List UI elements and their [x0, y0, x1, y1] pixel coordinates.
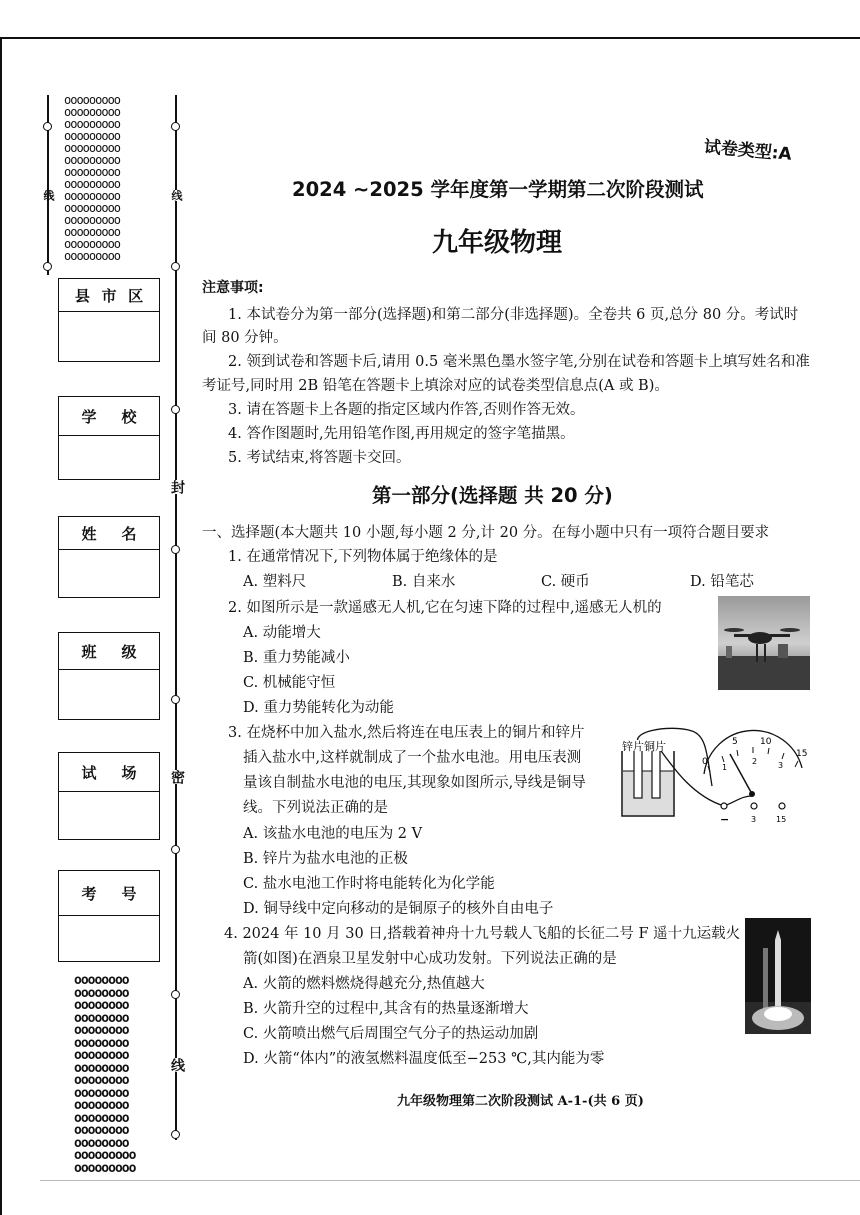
notice-line: 间 80 分钟。	[202, 330, 288, 346]
binding-ring	[43, 262, 52, 271]
tick-label: 5	[732, 737, 738, 747]
binding-ring	[171, 1130, 180, 1139]
option-c: C. 机械能守恒	[243, 675, 336, 691]
notice-line: 考证号,同时用 2B 铅笔在答题卡上填涂对应的试卷类型信息点(A 或 B)。	[202, 378, 669, 394]
paper-type: 试卷类型:A	[703, 137, 793, 165]
notice-line: 3. 请在答题卡上各题的指定区域内作答,否则作答无效。	[228, 402, 585, 418]
option-c: C. 硬币	[541, 574, 590, 590]
seal-char: 封	[169, 480, 185, 494]
exam-number-field[interactable]	[58, 870, 160, 962]
page-frame-top	[0, 37, 860, 39]
option-a: A. 火箭的燃料燃烧得越充分,热值越大	[243, 976, 485, 992]
section-intro: 一、选择题(本大题共 10 小题,每小题 2 分,计 20 分。在每小题中只有一项符合题目要求	[202, 525, 770, 541]
question-stem: 3. 在烧杯中加入盐水,然后将连在电压表上的铜片和锌片	[228, 725, 585, 741]
option-a: A. 该盐水电池的电压为 2 V	[243, 826, 423, 842]
seal-char: 线	[42, 190, 55, 201]
option-c: C. 火箭喷出燃气后周围空气分子的热运动加剧	[243, 1026, 539, 1042]
question-stem: 2. 如图所示是一款遥感无人机,它在匀速下降的过程中,遥感无人机的	[228, 600, 662, 616]
tick-label: 15	[796, 749, 808, 759]
binding-ring	[171, 262, 180, 271]
dot-pattern-bottom: oooooooo oooooooo oooooooo oooooooo oooooooo oooooooo oooooooo oooooooo oooooooo oooooooo oooooooo oooooooo oooooooo oooooooo ooooooooo ooooooooo	[74, 973, 136, 1176]
battery-voltmeter-figure	[612, 726, 817, 826]
question-stem: 4. 2024 年 10 月 30 日,搭载着神舟十九号载人飞船的长征二号 F 遥十九运载火	[224, 926, 741, 942]
section-title: 第一部分(选择题 共 20 分)	[372, 484, 613, 507]
question-stem: 量该自制盐水电池的电压,其现象如图所示,导线是铜导	[243, 775, 586, 791]
binding-ring	[171, 845, 180, 854]
seal-char: 线	[169, 1058, 185, 1072]
option-b: B. 重力势能减小	[243, 650, 350, 666]
exam-room-field[interactable]	[58, 752, 160, 840]
option-d: D. 火箭“体内”的液氢燃料温度低至−253 ℃,其内能为零	[243, 1051, 605, 1067]
option-d: D. 重力势能转化为动能	[243, 700, 394, 716]
class-field[interactable]	[58, 632, 160, 720]
binding-ring	[171, 122, 180, 131]
field-label: 考 号	[59, 871, 159, 916]
question-stem: 线。下列说法正确的是	[243, 800, 388, 816]
binding-ring	[171, 695, 180, 704]
terminal-label: −	[720, 813, 730, 826]
subject-title: 九年级物理	[432, 228, 563, 258]
question-stem: 插入盐水中,这样就制成了一个盐水电池。用电压表测	[243, 750, 582, 766]
tick-label: 0	[702, 757, 708, 767]
binding-ring	[171, 405, 180, 414]
page-frame-bottom	[40, 1180, 860, 1181]
page-frame-left	[0, 37, 2, 1215]
option-b: B. 自来水	[392, 574, 456, 590]
field-label: 试 场	[59, 753, 159, 792]
field-label: 姓 名	[59, 517, 159, 550]
seal-line-right	[175, 95, 177, 1140]
option-b: B. 火箭升空的过程中,其含有的热量逐渐增大	[243, 1001, 529, 1017]
county-field[interactable]	[58, 278, 160, 362]
page-footer: 九年级物理第二次阶段测试 A-1-(共 6 页)	[397, 1094, 644, 1109]
question-stem: 1. 在通常情况下,下列物体属于绝缘体的是	[228, 549, 498, 565]
rocket-launch-photo	[745, 918, 811, 1034]
option-b: B. 锌片为盐水电池的正极	[243, 851, 408, 867]
seal-char: 密	[169, 770, 185, 784]
question-stem: 箭(如图)在酒泉卫星发射中心成功发射。下列说法正确的是	[243, 951, 617, 967]
option-d: D. 铅笔芯	[690, 574, 754, 590]
option-a: A. 动能增大	[243, 625, 321, 641]
tick-label: 2	[752, 757, 758, 766]
option-d: D. 铜导线中定向移动的是铜原子的核外自由电子	[243, 901, 554, 917]
tick-label: 3	[778, 761, 784, 770]
binding-ring	[171, 990, 180, 999]
option-c: C. 盐水电池工作时将电能转化为化学能	[243, 876, 495, 892]
notice-line: 4. 答作图题时,先用铅笔作图,再用规定的签字笔描黑。	[228, 426, 575, 442]
field-label: 学 校	[59, 397, 159, 436]
school-field[interactable]	[58, 396, 160, 480]
binding-ring	[171, 545, 180, 554]
notice-heading: 注意事项:	[202, 280, 264, 296]
tick-label: 1	[722, 763, 728, 772]
terminal-label: 3	[751, 815, 757, 824]
field-label: 县 市 区	[59, 279, 159, 312]
tick-label: 10	[760, 737, 772, 747]
option-a: A. 塑料尺	[243, 574, 307, 590]
seal-char: 线	[170, 190, 183, 201]
notice-line: 1. 本试卷分为第一部分(选择题)和第二部分(非选择题)。全卷共 6 页,总分 80 分。考试时	[228, 307, 799, 323]
dot-pattern-top: ooooooooo ooooooooo ooooooooo ooooooooo ooooooooo ooooooooo ooooooooo ooooooooo ooooooooo ooooooooo ooooooooo ooooooooo ooooooooo ooooooooo	[64, 93, 121, 263]
terminal-label: 15	[776, 815, 787, 824]
exam-title: 2024 ~2025 学年度第一学期第二次阶段测试	[292, 178, 704, 201]
plate-label: 锌片铜片	[622, 740, 666, 753]
notice-line: 5. 考试结束,将答题卡交回。	[228, 450, 411, 466]
drone-photo	[718, 596, 810, 690]
notice-line: 2. 领到试卷和答题卡后,请用 0.5 毫米黑色墨水签字笔,分别在试卷和答题卡上填写姓名和准	[228, 354, 810, 370]
field-label: 班 级	[59, 633, 159, 670]
name-field[interactable]	[58, 516, 160, 598]
binding-ring	[43, 122, 52, 131]
